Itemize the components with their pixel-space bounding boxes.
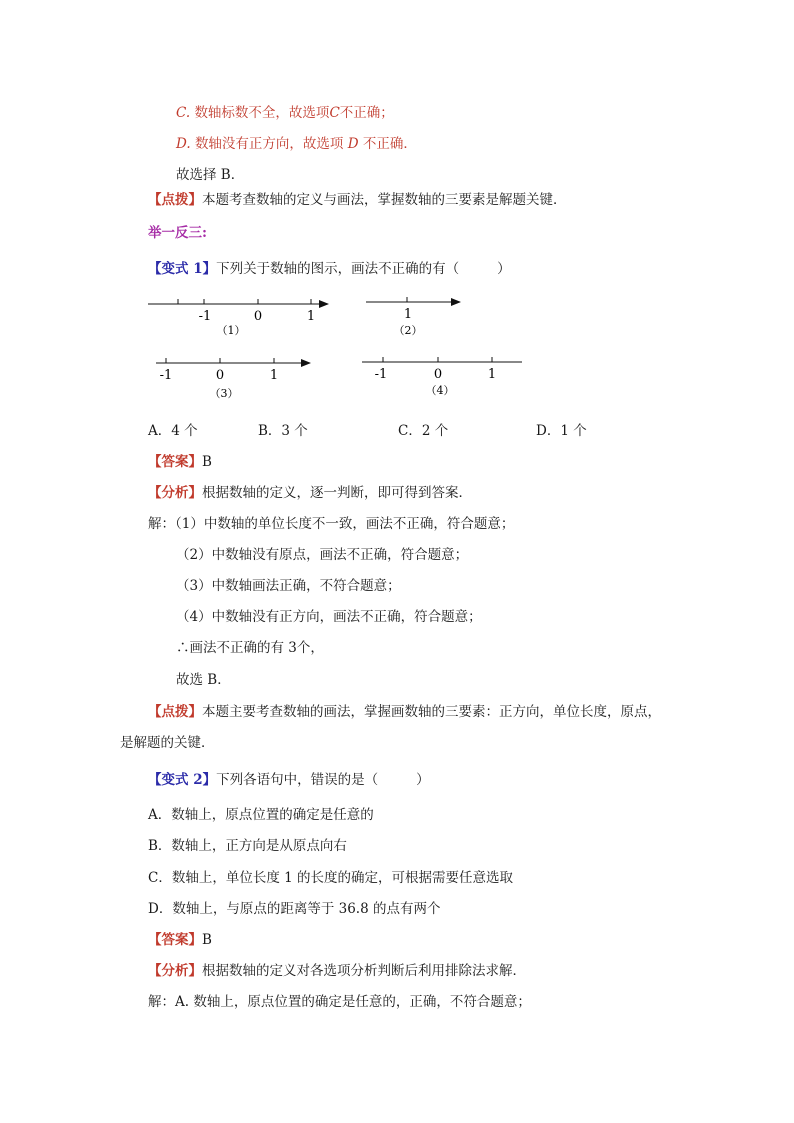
v2-option-b: B．数轴上，正方向是从原点向右 [148,838,347,854]
option-a: A．4 个 [148,423,198,439]
tick-label: 1 [269,368,279,383]
variant2-question [148,770,430,790]
option-d-explanation [176,134,417,154]
variant1-question-close: ） [497,261,511,277]
tip-tag: 【点拨】 [148,192,202,208]
tick-label: 0 [253,309,263,324]
choose-line: 故选择 B． [176,167,245,183]
variant1-question-text: 下列关于数轴的图示，画法不正确的有（ [216,261,460,277]
section-title: 举一反三: [148,225,207,241]
option-letter: C. [176,105,191,121]
tick-label: 0 [433,367,443,382]
tick-label: 1 [487,367,497,382]
option-c: C．2 个 [398,423,449,439]
number-line-4 [362,357,522,397]
variant1-analysis [148,483,472,503]
variant1-question [148,259,511,279]
variant1-tag: 【变式 1】 [148,261,217,277]
variant2-tag: 【变式 2】 [148,772,217,788]
option-letter: D. [176,136,191,152]
explanation-text: 数轴没有正方向，故选项 [194,136,344,152]
option-b: B．3 个 [258,423,308,439]
answer-tag: 【答案】 [148,932,202,948]
tick-label: -1 [159,368,173,383]
explanation-text: 不正确． [362,136,417,152]
explanation-text: 数轴标数不全，故选项 [194,105,330,121]
solution-line: 故选 B． [176,672,231,688]
analysis-tag: 【分析】 [148,485,202,501]
analysis-text: 根据数轴的定义对各选项分析判断后利用排除法求解． [202,963,526,979]
tip-text: 本题主要考查数轴的画法，掌握画数轴的三要素：正方向，单位长度，原点， [202,704,661,720]
tip-tag: 【点拨】 [148,704,202,720]
solution-line: ∴画法不正确的有 3个， [176,640,324,656]
option-c-explanation [176,103,394,123]
variant1-answer [148,452,212,472]
tip-line [148,190,567,210]
solution-line: （2）中数轴没有原点，画法不正确，符合题意； [176,547,469,563]
tick-label: 1 [306,309,316,324]
v2-option-c: C．数轴上，单位长度 1 的长度的确定，可根据需要任意选取 [148,870,514,886]
tip-text: 本题考查数轴的定义与画法，掌握数轴的三要素是解题关键． [202,192,567,208]
answer-value: B [202,932,212,948]
variant2-question-text: 下列各语句中，错误的是（ [216,772,379,788]
variant2-question-close: ） [416,772,430,788]
number-line-2 [366,297,460,337]
explanation-text: 不正确； [339,105,394,121]
solution-line: （3）中数轴画法正确，不符合题意； [176,578,401,594]
solution-line: （4）中数轴没有正方向，画法不正确，符合题意； [176,609,482,625]
option-d: D．1 个 [536,423,587,439]
v2-option-a: A．数轴上，原点位置的确定是任意的 [148,807,374,823]
solution-line: 解：（1）中数轴的单位长度不一致，画法不正确，符合题意； [148,516,515,532]
variant2-answer [148,930,212,950]
solution-line: 解：A. 数轴上，原点位置的确定是任意的，正确，不符合题意； [148,994,531,1010]
figure-caption: （2） [393,324,423,337]
figure-caption: （1） [216,324,246,337]
answer-value: B [202,454,212,470]
figure-caption: （3） [209,387,239,400]
number-line-figures [0,290,794,410]
variant2-analysis [148,961,526,981]
v2-option-d: D．数轴上，与原点的距离等于 36.8 的点有两个 [148,901,441,917]
tick-label: 1 [403,307,413,322]
variant1-tip [148,702,661,722]
tick-label: -1 [374,367,388,382]
number-line-1 [148,299,328,337]
number-line-3 [156,358,310,400]
tick-label: 0 [215,368,225,383]
analysis-tag: 【分析】 [148,963,202,979]
figure-caption: （4） [425,384,455,397]
analysis-text: 根据数轴的定义，逐一判断，即可得到答案． [202,485,472,501]
variant1-tip-cont: 是解题的关键． [120,735,215,751]
answer-tag: 【答案】 [148,454,202,470]
option-var: D [347,136,359,152]
tick-label: -1 [198,309,212,324]
option-var: C [329,105,340,121]
